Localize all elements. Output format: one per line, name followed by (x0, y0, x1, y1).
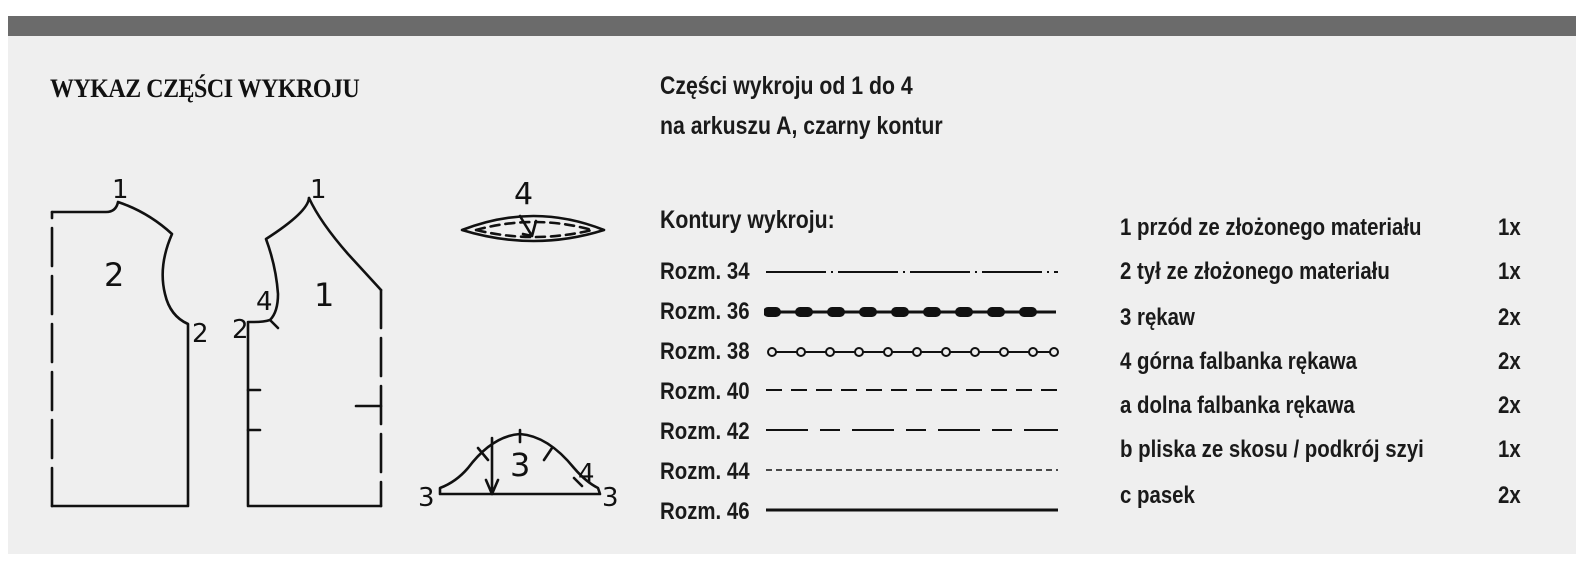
sleeve-mark-4: 4 (578, 459, 595, 489)
back-label: 2 (104, 256, 125, 294)
part-name: 4 górna falbanka rękawa (1120, 348, 1357, 375)
sleeve-label: 3 (510, 446, 531, 484)
pattern-pieces-diagram (8, 16, 628, 554)
contour-dashed (764, 382, 1060, 398)
size-label-42: Rozm. 42 (660, 418, 750, 445)
part-qty: 2x (1498, 348, 1521, 375)
back-piece (52, 202, 188, 506)
part-qty: 2x (1498, 482, 1521, 509)
contour-long-short-dash (764, 422, 1060, 438)
contour-circle-chain (764, 344, 1060, 360)
pattern-info-panel (8, 16, 1576, 554)
size-label-36: Rozm. 36 (660, 298, 750, 325)
page-title: WYKAZ CZĘŚCI WYKROJU (50, 74, 360, 103)
contour-fine-dashed (764, 462, 1060, 478)
contours-title: Kontury wykroju: (660, 206, 835, 234)
sleeve-mark-3-left: 3 (418, 483, 435, 513)
front-mark-2: 2 (232, 315, 249, 345)
size-label-40: Rozm. 40 (660, 378, 750, 405)
front-mark-4: 4 (256, 287, 273, 317)
size-label-46: Rozm. 46 (660, 498, 750, 525)
part-qty: 2x (1498, 304, 1521, 331)
front-mark-1: 1 (310, 175, 327, 205)
info-line-2: na arkuszu A, czarny kontur (660, 112, 943, 140)
info-line-1: Części wykroju od 1 do 4 (660, 72, 913, 100)
back-mark-1: 1 (112, 175, 129, 205)
contour-thick-bead (764, 304, 1060, 320)
part-qty: 1x (1498, 258, 1521, 285)
part-name: a dolna falbanka rękawa (1120, 392, 1355, 419)
contour-solid (764, 502, 1060, 518)
size-label-34: Rozm. 34 (660, 258, 750, 285)
part-name: 1 przód ze złożonego materiału (1120, 214, 1422, 241)
size-label-44: Rozm. 44 (660, 458, 750, 485)
front-piece (248, 198, 381, 506)
contour-dash-dot (764, 264, 1060, 280)
part-name: 2 tył ze złożonego materiału (1120, 258, 1390, 285)
part-name: b pliska ze skosu / podkrój szyi (1120, 436, 1424, 463)
ruffle-label: 4 (514, 177, 534, 212)
part-qty: 1x (1498, 436, 1521, 463)
front-label: 1 (314, 276, 335, 314)
part-qty: 2x (1498, 392, 1521, 419)
back-mark-2: 2 (192, 319, 209, 349)
ruffle-piece (462, 216, 604, 241)
sleeve-mark-3-right: 3 (602, 483, 619, 513)
part-name: c pasek (1120, 482, 1195, 509)
size-label-38: Rozm. 38 (660, 338, 750, 365)
part-qty: 1x (1498, 214, 1521, 241)
part-name: 3 rękaw (1120, 304, 1195, 331)
